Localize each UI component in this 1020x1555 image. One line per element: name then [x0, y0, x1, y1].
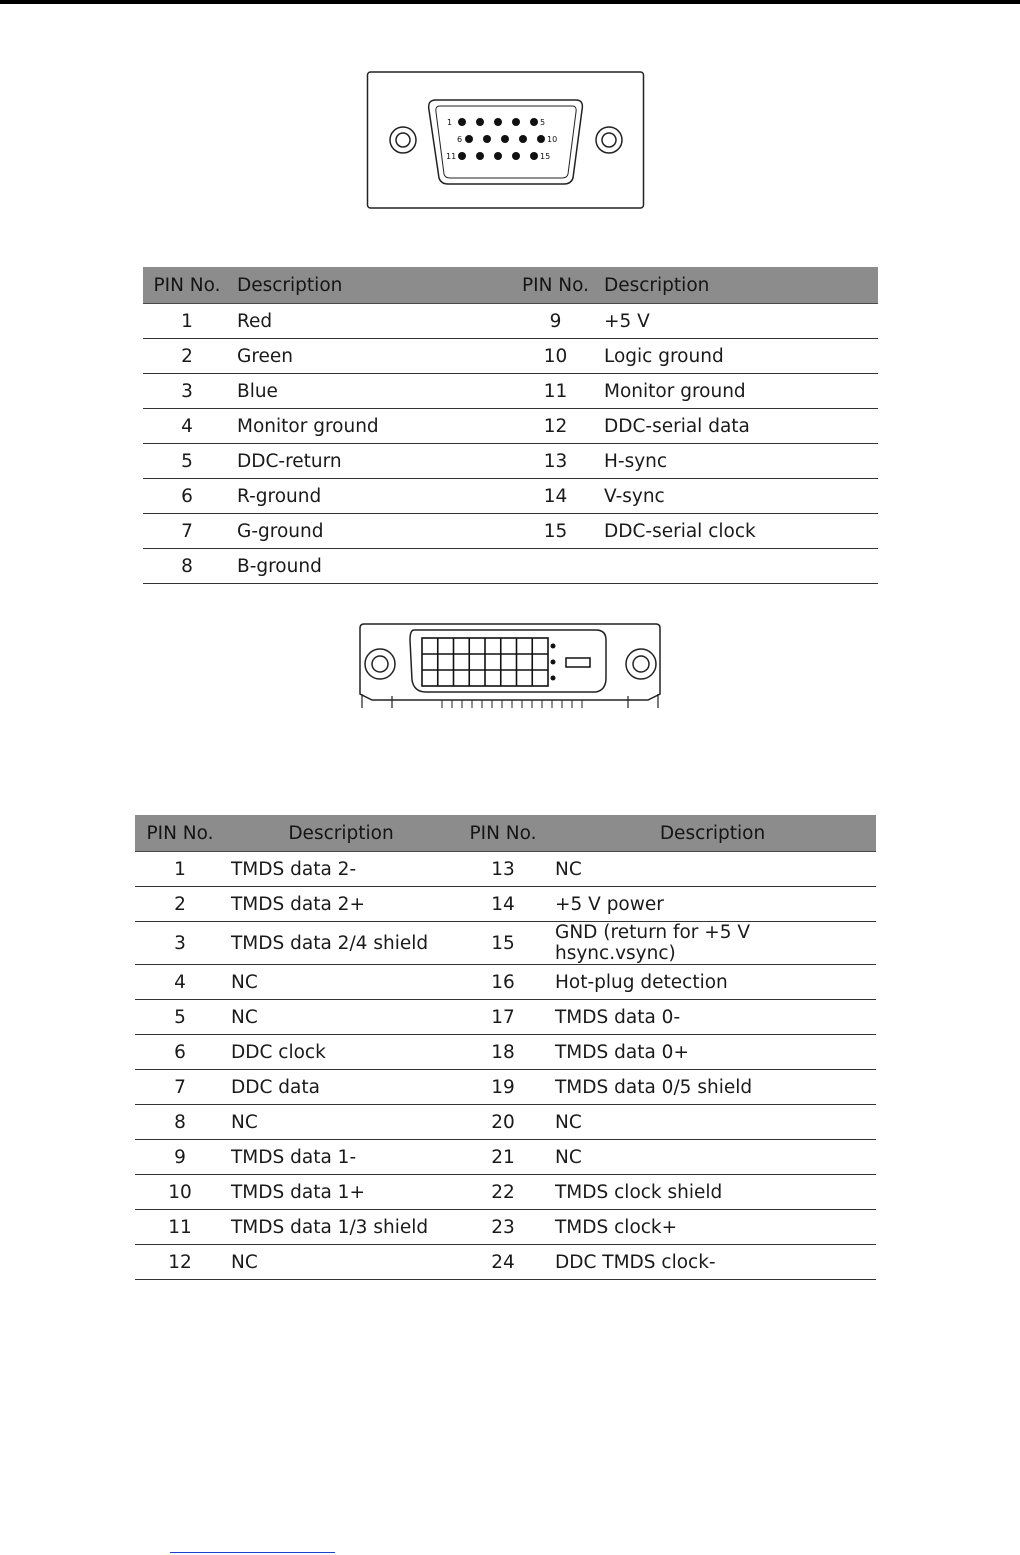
vga-cell-pin-number: 6 — [143, 479, 231, 514]
dvi-table-row — [135, 887, 876, 922]
dvi-cell-pin-number: 22 — [457, 1175, 549, 1210]
vga-connector-figure — [366, 70, 646, 210]
dvi-cell-pin-description: TMDS clock shield — [549, 1175, 876, 1210]
vga-cell-pin-description: Monitor ground — [598, 374, 878, 409]
dvi-cell-pin-description: TMDS data 1- — [225, 1140, 457, 1175]
dvi-cell-pin-number: 16 — [457, 965, 549, 1000]
dvi-table-row — [135, 1070, 876, 1105]
vga-cell-pin-description — [598, 549, 878, 584]
dvi-cell-pin-description: TMDS data 1+ — [225, 1175, 457, 1210]
vga-table-row — [143, 549, 878, 584]
dvi-table-row — [135, 1175, 876, 1210]
vga-cell-pin-description: R-ground — [231, 479, 513, 514]
dvi-cell-pin-number: 13 — [457, 852, 549, 887]
vga-cell-pin-number: 13 — [513, 444, 598, 479]
vga-pin-label-6: 6 — [457, 135, 463, 144]
vga-cell-pin-description: DDC-serial data — [598, 409, 878, 444]
vga-cell-pin-number: 2 — [143, 339, 231, 374]
dvi-cell-pin-number: 15 — [457, 922, 549, 965]
dvi-table-header — [135, 815, 876, 852]
dvi-cell-pin-number: 7 — [135, 1070, 225, 1105]
vga-cell-pin-number: 10 — [513, 339, 598, 374]
vga-pin-label-1: 1 — [447, 118, 453, 127]
dvi-cell-pin-number: 12 — [135, 1245, 225, 1280]
vga-pin-label-15: 15 — [540, 152, 551, 161]
dvi-cell-pin-description: TMDS data 1/3 shield — [225, 1210, 457, 1245]
dvi-table-row — [135, 1000, 876, 1035]
dvi-cell-pin-number: 2 — [135, 887, 225, 922]
dvi-cell-pin-description: NC — [225, 1105, 457, 1140]
dvi-cell-pin-description: TMDS data 2+ — [225, 887, 457, 922]
dvi-table-row — [135, 922, 876, 965]
vga-cell-pin-number: 7 — [143, 514, 231, 549]
vga-cell-pin-number: 3 — [143, 374, 231, 409]
dvi-cell-pin-number: 24 — [457, 1245, 549, 1280]
vga-cell-pin-number: 9 — [513, 304, 598, 339]
vga-header-description-2: Description — [598, 267, 878, 304]
vga-cell-pin-description: G-ground — [231, 514, 513, 549]
dvi-table-row — [135, 852, 876, 887]
dvi-cell-pin-description: TMDS data 2/4 shield — [225, 922, 457, 965]
vga-cell-pin-description: Monitor ground — [231, 409, 513, 444]
vga-cell-pin-description: +5 V — [598, 304, 878, 339]
dvi-cell-pin-description: DDC TMDS clock- — [549, 1245, 876, 1280]
dvi-table-row — [135, 1035, 876, 1070]
dvi-cell-pin-description: NC — [549, 1105, 876, 1140]
vga-table-row — [143, 374, 878, 409]
vga-header-pin-no-1: PIN No. — [143, 267, 231, 304]
vga-header-description-1: Description — [231, 267, 513, 304]
vga-table-row — [143, 444, 878, 479]
vga-cell-pin-description: Red — [231, 304, 513, 339]
dvi-cell-pin-number: 11 — [135, 1210, 225, 1245]
vga-table-row — [143, 514, 878, 549]
footer-link-underline[interactable] — [170, 1552, 335, 1553]
dvi-cell-pin-number: 8 — [135, 1105, 225, 1140]
vga-table-header — [143, 267, 878, 304]
vga-cell-pin-number: 4 — [143, 409, 231, 444]
dvi-cell-pin-number: 21 — [457, 1140, 549, 1175]
vga-pin-label-11: 11 — [446, 152, 457, 161]
vga-pin-label-10: 10 — [547, 135, 558, 144]
dvi-cell-pin-description: DDC data — [225, 1070, 457, 1105]
dvi-cell-pin-number: 20 — [457, 1105, 549, 1140]
vga-cell-pin-description: DDC-serial clock — [598, 514, 878, 549]
dvi-cell-pin-description: NC — [549, 852, 876, 887]
vga-cell-pin-number: 1 — [143, 304, 231, 339]
dvi-cell-pin-description: TMDS data 0+ — [549, 1035, 876, 1070]
page-top-rule — [0, 0, 1020, 4]
vga-table-row — [143, 409, 878, 444]
dvi-table-row — [135, 1105, 876, 1140]
vga-cell-pin-number: 12 — [513, 409, 598, 444]
dvi-cell-pin-number: 23 — [457, 1210, 549, 1245]
dvi-cell-pin-number: 10 — [135, 1175, 225, 1210]
vga-cell-pin-description: DDC-return — [231, 444, 513, 479]
dvi-cell-pin-description: NC — [549, 1140, 876, 1175]
dvi-cell-pin-description: GND (return for +5 V hsync.vsync) — [549, 922, 876, 965]
dvi-connector-icon — [352, 612, 668, 712]
dvi-cell-pin-description: TMDS clock+ — [549, 1210, 876, 1245]
vga-cell-pin-number: 5 — [143, 444, 231, 479]
vga-cell-pin-description: V-sync — [598, 479, 878, 514]
dvi-cell-pin-description: TMDS data 0- — [549, 1000, 876, 1035]
vga-cell-pin-number: 11 — [513, 374, 598, 409]
dvi-cell-pin-number: 17 — [457, 1000, 549, 1035]
dvi-cell-pin-number: 6 — [135, 1035, 225, 1070]
dvi-cell-pin-number: 9 — [135, 1140, 225, 1175]
dvi-cell-pin-description: NC — [225, 965, 457, 1000]
dvi-table-row — [135, 1140, 876, 1175]
vga-cell-pin-number: 15 — [513, 514, 598, 549]
dvi-cell-pin-number: 18 — [457, 1035, 549, 1070]
vga-cell-pin-number: 8 — [143, 549, 231, 584]
dvi-cell-pin-number: 14 — [457, 887, 549, 922]
dvi-cell-pin-number: 4 — [135, 965, 225, 1000]
vga-pin-table — [143, 267, 878, 584]
vga-table-row — [143, 304, 878, 339]
dvi-header-description-1: Description — [225, 815, 457, 852]
dvi-table-row — [135, 1245, 876, 1280]
vga-cell-pin-description: H-sync — [598, 444, 878, 479]
dvi-pin-table — [135, 815, 876, 1280]
dvi-cell-pin-description: TMDS data 0/5 shield — [549, 1070, 876, 1105]
dvi-cell-pin-number: 1 — [135, 852, 225, 887]
dvi-cell-pin-description: +5 V power — [549, 887, 876, 922]
vga-table-row — [143, 479, 878, 514]
vga-cell-pin-number — [513, 549, 598, 584]
dvi-header-description-2: Description — [549, 815, 876, 852]
dvi-table-row — [135, 965, 876, 1000]
dvi-cell-pin-number: 5 — [135, 1000, 225, 1035]
vga-pin-label-5: 5 — [540, 118, 546, 127]
dvi-cell-pin-number: 19 — [457, 1070, 549, 1105]
dvi-header-pin-no-2: PIN No. — [457, 815, 549, 852]
vga-cell-pin-number: 14 — [513, 479, 598, 514]
dvi-header-pin-no-1: PIN No. — [135, 815, 225, 852]
dvi-connector-figure — [352, 612, 668, 712]
dvi-cell-pin-number: 3 — [135, 922, 225, 965]
dvi-cell-pin-description: TMDS data 2- — [225, 852, 457, 887]
vga-header-pin-no-2: PIN No. — [513, 267, 598, 304]
dvi-table-row — [135, 1210, 876, 1245]
dvi-cell-pin-description: NC — [225, 1000, 457, 1035]
dvi-cell-pin-description: NC — [225, 1245, 457, 1280]
vga-connector-icon — [366, 70, 646, 210]
vga-cell-pin-description: Logic ground — [598, 339, 878, 374]
vga-cell-pin-description: Green — [231, 339, 513, 374]
vga-cell-pin-description: B-ground — [231, 549, 513, 584]
dvi-cell-pin-description: Hot-plug detection — [549, 965, 876, 1000]
vga-cell-pin-description: Blue — [231, 374, 513, 409]
dvi-cell-pin-description: DDC clock — [225, 1035, 457, 1070]
vga-table-row — [143, 339, 878, 374]
